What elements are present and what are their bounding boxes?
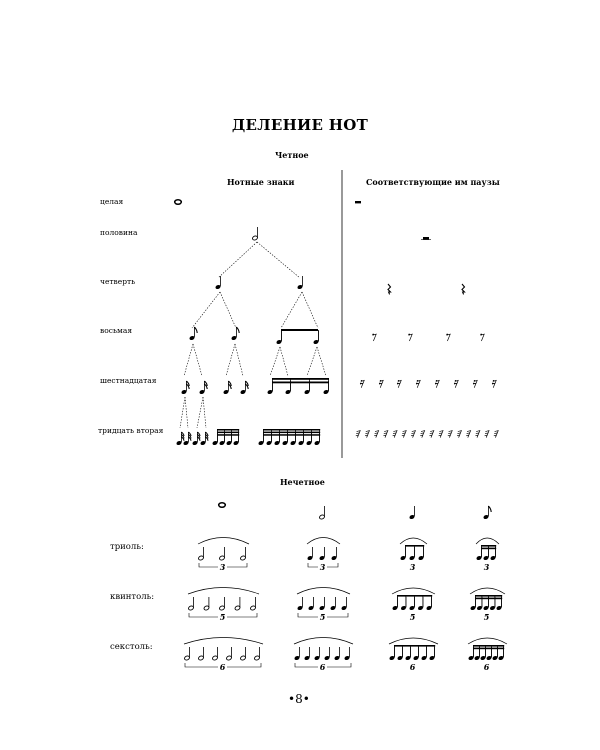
tuplet-quarter-note (331, 547, 337, 561)
beam (473, 648, 504, 650)
tree-line (362, 343, 374, 378)
tree-line (280, 347, 288, 376)
tree-line (389, 296, 409, 333)
tuplet-number: 5 (219, 612, 226, 622)
tuplet-slur (184, 638, 263, 645)
tuplet-quarter-note (307, 547, 313, 561)
row-label-eighth: восьмая (100, 326, 133, 335)
tree-line (257, 242, 300, 278)
thirty-second-rest (466, 431, 470, 438)
beam (281, 329, 318, 331)
tuplet-half-note (240, 647, 246, 661)
tuplet-slur (198, 538, 249, 545)
sixteenth-rest (397, 380, 401, 388)
quarter-rest (388, 284, 391, 294)
tree-line (185, 397, 188, 428)
sixteenth-rest (492, 380, 496, 388)
thirty-second-rest (393, 431, 397, 438)
tuplet-number: 5 (319, 612, 326, 622)
beam (217, 434, 239, 436)
half-rest (423, 237, 429, 240)
odd-divisions-layer (184, 503, 507, 672)
sixteenth-rest (379, 380, 383, 388)
tree-line (281, 292, 302, 328)
tuplet-half-note (203, 597, 209, 611)
tuplet-half-note (226, 647, 232, 661)
row-label-sextuplet: секстоль: (110, 642, 153, 652)
tuplet-number: 6 (319, 662, 326, 672)
tuplet-slur (389, 638, 438, 644)
eighth-note (231, 327, 239, 341)
quarter-rest (462, 284, 465, 294)
tuplet-half-note (212, 647, 218, 661)
tuplet-slur (400, 538, 427, 544)
tuplet-number: 6 (483, 662, 490, 672)
sixteenth-note (240, 381, 248, 395)
row-label-sixteenth: шестнадцатая (100, 376, 157, 385)
tree-line (302, 292, 318, 328)
beam (263, 434, 320, 436)
tuplet-quarter-note (304, 647, 310, 661)
tuplet-slur (294, 638, 353, 645)
tuplet-number: 3 (219, 562, 226, 572)
beam (263, 432, 320, 434)
tuplet-slur (470, 588, 505, 594)
tuplet-quarter-note (314, 647, 320, 661)
tuplet-quarter-note (319, 547, 325, 561)
sixteenth-rest (416, 380, 420, 388)
eighth-rest (408, 334, 412, 341)
row-label-thirty-second: тридцать вторая (98, 426, 164, 435)
tuplet-half-note (234, 597, 240, 611)
row-label-triplet: триоль: (110, 542, 144, 552)
tuplet-half-note (188, 597, 194, 611)
row-label-half: половина (100, 228, 138, 237)
thirty-second-rest (374, 431, 378, 438)
tuplet-quarter-note (334, 647, 340, 661)
eighth-rest (372, 334, 376, 341)
tuplet-half-note (184, 647, 190, 661)
beam (475, 598, 502, 600)
tuplet-slur (392, 588, 435, 594)
eighth-note (483, 506, 491, 520)
thirty-second-rest (439, 431, 443, 438)
tree-line (270, 347, 280, 376)
tuplet-number: 3 (319, 562, 326, 572)
tuplet-half-note (250, 597, 256, 611)
tuplet-half-note (219, 597, 225, 611)
tuplet-half-note (219, 547, 225, 561)
thirty-second-rest (356, 431, 360, 438)
notes-layer (175, 200, 329, 446)
tuplet-quarter-note (341, 597, 347, 611)
tuplet-half-note (254, 647, 260, 661)
half-note (252, 227, 258, 241)
beam (475, 595, 502, 597)
tuplet-slur (476, 538, 499, 544)
tuplet-slur (307, 538, 340, 545)
thirty-second-rest (475, 431, 479, 438)
beam (405, 545, 424, 547)
tuplet-number: 6 (409, 662, 416, 672)
eighth-rest (446, 334, 450, 341)
thirty-second-note (183, 432, 191, 446)
tree-line (362, 390, 366, 428)
thirty-second-rest (494, 431, 498, 438)
thirty-second-note (176, 432, 184, 446)
quarter-note (297, 276, 303, 290)
beam (217, 432, 239, 434)
notes-heading: Нотные знаки (227, 177, 295, 187)
tuplet-quarter-note (344, 647, 350, 661)
whole-note (219, 503, 226, 508)
sixteenth-rest (360, 380, 364, 388)
thirty-second-rest (420, 431, 424, 438)
rests-layer (355, 201, 498, 438)
tuplet-number: 3 (483, 562, 490, 572)
thirty-second-rest (485, 431, 489, 438)
tree-line (388, 244, 426, 280)
quarter-note (215, 276, 221, 290)
thirty-second-rest (429, 431, 433, 438)
beam (272, 378, 329, 380)
row-label-quintuplet: квинтоль: (110, 592, 155, 602)
tuplet-quarter-note (319, 597, 325, 611)
tree-line (220, 292, 236, 328)
thirty-second-rest (383, 431, 387, 438)
thirty-second-rest (411, 431, 415, 438)
tree-line (317, 347, 326, 376)
tuplet-number: 3 (409, 562, 416, 572)
tuplet-quarter-note (294, 647, 300, 661)
tuplet-quarter-note (308, 597, 314, 611)
sixteenth-note (223, 381, 231, 395)
tuplet-slur (297, 588, 350, 595)
page-number: •8• (288, 692, 310, 706)
odd-heading: Нечетное (280, 477, 325, 487)
tuplet-half-note (198, 547, 204, 561)
tuplet-half-note (240, 547, 246, 561)
tuplet-quarter-note (324, 647, 330, 661)
tree-line (235, 344, 243, 376)
tree-line (180, 397, 185, 428)
tree-line (226, 344, 235, 376)
tuplet-number: 5 (483, 612, 490, 622)
tree-line (197, 397, 203, 428)
thirty-second-rest (457, 431, 461, 438)
even-heading: Четное (275, 150, 309, 160)
row-label-whole: целая (100, 197, 124, 206)
beam (397, 595, 432, 597)
page-title: ДЕЛЕНИЕ НОТ (231, 116, 369, 134)
quarter-note (409, 506, 415, 520)
tuplet-number: 6 (219, 662, 226, 672)
tree-line (447, 296, 463, 333)
sixteenth-rest (454, 380, 458, 388)
thirty-second-note (192, 432, 200, 446)
beam (272, 382, 329, 384)
eighth-rest (480, 334, 484, 341)
tree-line (184, 344, 193, 376)
tuplet-number: 5 (409, 612, 416, 622)
tree-line (192, 292, 220, 328)
row-label-quarter: четверть (100, 277, 136, 286)
whole-rest (355, 201, 361, 203)
sixteenth-rest (435, 380, 439, 388)
tree-line (463, 296, 481, 333)
tree-line (193, 344, 202, 376)
tree-line (358, 390, 362, 428)
thirty-second-rest (365, 431, 369, 438)
thirty-second-rest (402, 431, 406, 438)
tuplet-slur (468, 638, 507, 644)
tree-line (374, 343, 381, 378)
tuplet-slur (188, 588, 259, 595)
tree-line (203, 397, 206, 428)
tuplet-quarter-note (330, 597, 336, 611)
sixteenth-note (199, 381, 207, 395)
tree-line (307, 347, 317, 376)
half-note (319, 506, 325, 520)
tuplet-quarter-note (297, 597, 303, 611)
beam (473, 645, 504, 647)
thirty-second-note (200, 432, 208, 446)
beam (217, 429, 239, 431)
eighth-note (189, 327, 197, 341)
sixteenth-note (181, 381, 189, 395)
thirty-second-rest (448, 431, 452, 438)
beam (481, 548, 496, 550)
whole-note (175, 200, 182, 205)
rests-heading: Соответствующие им паузы (366, 177, 500, 187)
sixteenth-rest (473, 380, 477, 388)
tree-line (373, 296, 389, 333)
beam (394, 645, 435, 647)
tree-line (426, 244, 463, 280)
tuplet-half-note (198, 647, 204, 661)
tree-line (218, 242, 257, 278)
beam (263, 429, 320, 431)
beam (481, 545, 496, 547)
note-tree-lines (180, 242, 326, 428)
